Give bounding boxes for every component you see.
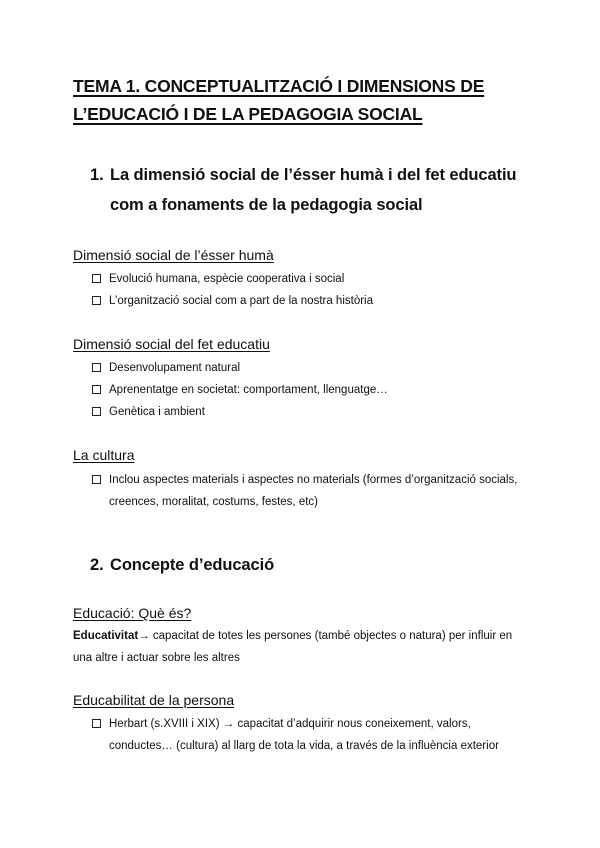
section-2-number: 2. [90,556,104,574]
section-2-title: Concepte d’educació [110,556,275,574]
list-item: Genètica i ambient [92,401,532,423]
list-item: L’organització social com a part de la nostra història [92,290,532,312]
title-line-1: TEMA 1. CONCEPTUALITZACIÓ I DIMENSIONS DE [73,76,485,96]
title-line-2: L’EDUCACIÓ I DE LA PEDAGOGIA SOCIAL [73,104,423,124]
list-item: Evolució humana, espècie cooperativa i social [92,268,532,290]
list-item: Aprenentatge en societat: comportament, llenguatge… [92,379,532,401]
term-educativitat: Educativitat [73,630,139,642]
subheading-social-dimension-education: Dimensió social del fet educatiu [73,336,270,352]
checkbox-icon [92,719,101,728]
checkbox-icon [92,385,101,394]
section-2-heading [90,550,550,580]
subheading-educability: Educabilitat de la persona [73,692,235,708]
section-1-title-line-1: La dimensió social de l’ésser humà i del fet educatiu [110,166,517,184]
arrow-icon: → [138,630,150,642]
checkbox-icon [92,363,101,372]
section-1-title-line-2: com a fonaments de la pedagogia social [110,196,423,214]
list-item: Herbart (s.XVIII i XIX) → capacitat d’adquirir nous coneixement, valors, conductes… (cultura) al llarg de tota la vida, a través de la influència exterior [92,713,532,757]
section-1-heading [90,160,550,220]
subheading-social-dimension-human: Dimensió social de l’ésser humà [73,247,274,263]
section-1-number: 1. [90,166,104,184]
checkbox-icon [92,407,101,416]
list-item: Inclou aspectes materials i aspectes no materials (formes d’organització socials, creences, moralitat, costums, festes, etc) [92,469,532,513]
subheading-education-what: Educació: Què és? [73,605,192,621]
document-title [73,72,543,128]
checkbox-icon [92,475,101,484]
subheading-culture: La cultura [73,447,135,463]
list-item: Desenvolupament natural [92,357,532,379]
definition-paragraph [73,625,533,669]
checkbox-icon [92,296,101,305]
checkbox-icon [92,274,101,283]
definition-text: capacitat de totes les persones (també objectes o natura) per influir en una altre i actuar sobre les altres [73,630,513,664]
